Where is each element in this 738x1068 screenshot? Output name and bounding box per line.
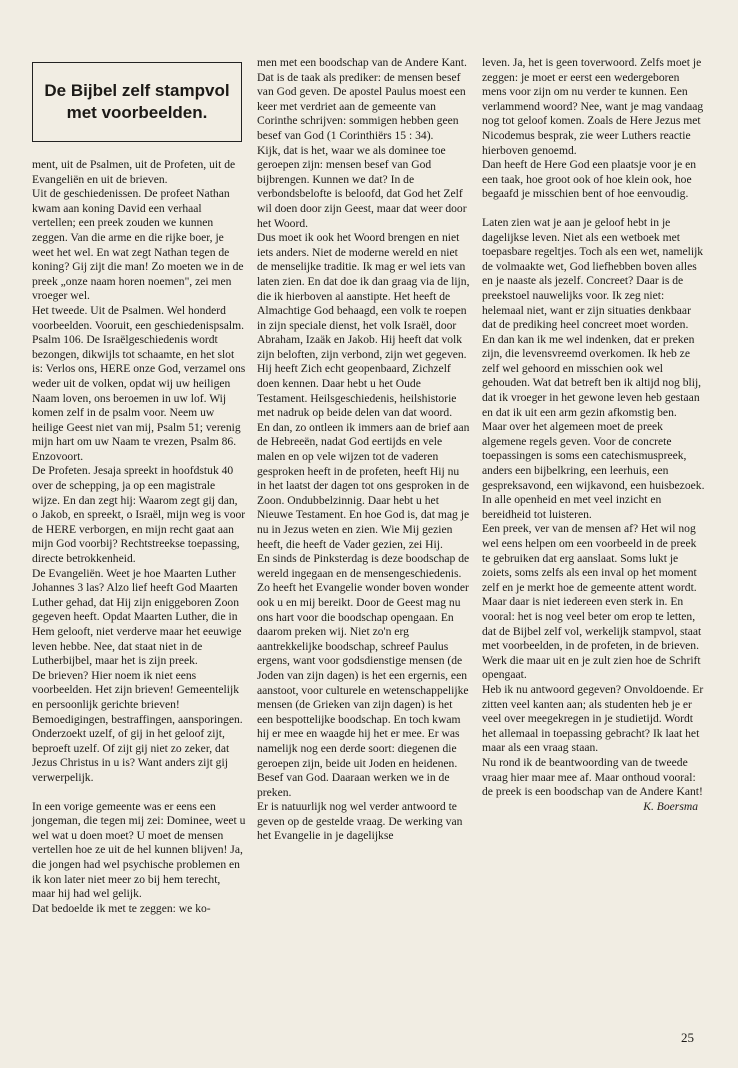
column-1 [32,40,246,916]
paragraph: In een vorige gemeente was er eens een jongeman, die tegen mij zei: Dominee, weet u wel wat u doen moet? U moet de mensen vertellen hoe ze uit de hel kunnen blijven! Ja, die jongen had wel psychische problemen en ik kon later niet meer zo bij hem terecht, maar hij had wel gelijk. [32,799,246,901]
paragraph: Nu rond ik de beantwoording van de tweede vraag hier maar mee af. Maar onthoud vooral: de preek is een boodschap van de Andere Kant! [482,755,703,799]
paragraph: Dan heeft de Here God een plaatsje voor je en een taak, hoe groot ook of hoe klein ook, hoe begaafd je misschien bent of hoe eenvoudig. [482,158,697,201]
column-3 [482,56,706,814]
paragraph: En dan kan ik me wel indenken, dat er preken zijn, die levensvreemd overkomen. Ik heb ze zelf wel gehoord en misschien ook wel gehouden. Wat dat betreft ben ik altijd nog blij, dat ik vroeger in het gewone leven heb gestaan en dat ik uit een arm gezin afkomstig ben. [482,332,702,419]
paragraph: ment, uit de Psalmen, uit de Profeten, uit de Evangeliën en uit de brieven. [32,158,236,186]
paragraph: En sinds de Pinksterdag is deze boodschap de wereld ingegaan en de mensengeschiedenis. Zo heeft het Evangelie wonder boven wonder ook u en mij bereikt. Door de Geest mag nu ons hart voor die boodschap opengaan. En daarom preken wij. Niet zo'n erg aantrekkelijke boodschap, schreef Paulus ergens, want voor godsdienstige mensen (de Joden van zijn dagen) is het een ergernis, een aanstoot, voor culturele en wetenschappelijke mensen (de Grieken van zijn dagen) is het een bespottelijke boodschap. En toch kwam hij er mee en waagde hij het er mee. Er was namelijk nog een derde soort: diegenen die geroepen zijn, beide uit Joden en heidenen. [257,552,470,770]
paragraph: Een preek, ver van de mensen af? Het wil nog wel eens helpen om een voorbeeld in de preek te gebruiken dat erg aanslaat. Soms lukt je zoiets, soms zelfs als een inval op het moment zelf en je merkt hoe de gemeente attent wordt. Maar daar is niet iedereen even sterk in. En vooral: het is nog veel beter om erop te letten, dat de Bijbel zelf vol, werkelijk stampvol, staat met voorbeelden, in de profeten, in de brieven. Werk die maar uit en je zult zien hoe de Schrift opengaat. [482,522,702,682]
paragraph: Dus moet ik ook het Woord brengen en niet iets anders. Niet de moderne wereld en niet de menselijke traditie. Ik mag er wel iets van laten zien. En dat doe ik dan graag via de lijn, die ik hierboven al aanstipte. Het heeft de Almachtige God behaagd, een volk te roepen in zijn speciale dienst, het volk Israël, door Abraham, Izaäk en Jakob. Hij heeft dat volk zijn beloften, zijn verbond, zijn wet gegeven. Hij heeft Zich echt geopenbaard, Zichzelf doen kennen. Daar hebt u het Oude Testament. Heilsgeschiedenis, heilshistorie met nadruk op beide delen van dat woord. [257,231,470,420]
paragraph: men met een boodschap van de Andere Kant. [257,56,467,69]
page-number: 25 [681,1030,694,1045]
paragraph: De brieven? Hier noem ik niet eens voorbeelden. Het zijn brieven! Gemeentelijk en persoonlijk gerichte brieven! Bemoedigingen, bestraffingen, aansporingen. Onderzoekt uzelf, of gij in het geloof zijt, beproeft uzelf. Of zijt gij niet zo zeker, dat Jezus Christus in u is? Want anders zijt gij verwerpelijk. [32,668,243,784]
paragraph: De Evangeliën. Weet je hoe Maarten Luther Johannes 3 las? Alzo lief heeft God Maarten Luther gehad, dat Hij zijn eniggeboren Zoon gegeven heeft. Opdat Maarten Luther, die in Hem gelooft, niet verderve maar het eeuwige leven hebbe. Nee, dat staat niet in de Lutherbijbel, maar het is zijn preek. [32,566,242,668]
headline-box [32,62,242,142]
paragraph: Het tweede. Uit de Psalmen. Wel honderd voorbeelden. Vooruit, een geschiedenispsalm. Psalm 106. De Israëlgeschiedenis wordt bezongen, dikwijls tot schaamte, en het slot is: Verlos ons, HERE onze God, verzamel ons weder uit de volken, opdat wij uw heiligen Naam loven, ons beroemen in uw lof. Wij komen zelf in de psalm voor. Neem uw heilige Geest niet van mij, Psalm 51; verenig mijn hart om uw Naam te vrezen, Psalm 86. Enzovoort. [32,303,246,463]
paragraph: Kijk, dat is het, waar we als dominee toe geroepen zijn: mensen besef van God bijbrengen. Kunnen we dat? In de verbondsbelofte is beloofd, dat God het Zelf wil doen door zijn Geest, maar dat weer door het Woord. [257,143,467,230]
headline: De Bijbel zelf stampvol met voorbeelden. [44,81,230,122]
author-signature: K. Boersma [643,799,698,813]
paragraph: Maar over het algemeen moet de preek algemene regels geven. Voor de concrete toepassingen is soms een catechismuspreek, anders een bijbelkring, een leerhuis, een gespreksavond, een wijkavond, een huisbezoek. In alle openheid en met veel inzicht en bereidheid tot luisteren. [482,420,705,521]
paragraph: Heb ik nu antwoord gegeven? Onvoldoende. Er zitten veel kanten aan; als studenten heb je er veel over meegekregen in je studietijd. Wordt het allemaal in toepassing gebracht? Ik laat het maar als een vraag staan. [482,682,704,755]
paragraph: leven. Ja, het is geen toverwoord. Zelfs moet je zeggen: je moet er eerst een wedergeboren mens voor zijn om nu verder te kunnen. Een verlammend woord? Nee, want je mag vandaag nog tot geloof komen. Zoals de Here Jezus met Nicodemus besprak, zie weer Luthers reactie hierboven genoemd. [482,56,704,157]
paragraph: Uit de geschiedenissen. De profeet Nathan kwam aan koning David een verhaal vertellen; een preek zouden we kunnen zeggen. Van die arme en die rijke boer, je weet het wel. En wat zegt Nathan tegen de koning? Gij zijt die man! Zo moeten we in de preek „onze naam horen noemen", zei men vroeger wel. [32,187,244,303]
paragraph: Dat is de taak als prediker: de mensen besef van God geven. De apostel Paulus moest een keer met verdriet aan de gemeente van Corinthe schrijven: sommigen hebben geen besef van God (1 Corinthiërs 15 : 34). [257,70,466,142]
paragraph: En dan, zo ontleen ik immers aan de brief aan de Hebreeën, nadat God eertijds en vele malen en op vele wijzen tot de vaderen gesproken heeft in de profeten, heeft Hij nu in het laatst der dagen tot ons gesproken in de Zoon. Ondubbelzinnig. Daar hebt u het Nieuwe Testament. En hoe God is, dat mag je nu in Jezus weten en zien. Wie Mij gezien heeft, die heeft de Vader gezien, zei Hij. [257,420,470,551]
column-2 [257,56,471,844]
paragraph: De Profeten. Jesaja spreekt in hoofdstuk 40 over de schepping, ja op een magistrale wijze. En dan zegt hij: Waarom zegt gij dan, o Jakob, en spreekt, o Israël, mijn weg is voor de HERE verborgen, en mijn recht gaat aan mijn God voorbij? Rechtstreekse toepassing, directe betrokkenheid. [32,464,246,566]
paragraph: Er is natuurlijk nog wel verder antwoord te geven op de gestelde vraag. De werking van het Evangelie in je dagelijkse [257,800,463,843]
paragraph: Laten zien wat je aan je geloof hebt in je dagelijkse leven. Niet als een wetboek met toepasbare regeltjes. Toch als een wet, namelijk de volmaakte wet, God liefhebben boven alles en je naaste als jezelf. Concreet? Daar is de preekstoel nauwelijks voor. Ik zeg niet: helemaal niet, want er zijn situaties denkbaar dat de prediking heel concreet moet worden. [482,215,704,332]
paragraph: Besef van God. Daaraan werken we in de preken. [257,771,450,799]
paragraph: Dat bedoelde ik met te zeggen: we ko- [32,901,211,915]
